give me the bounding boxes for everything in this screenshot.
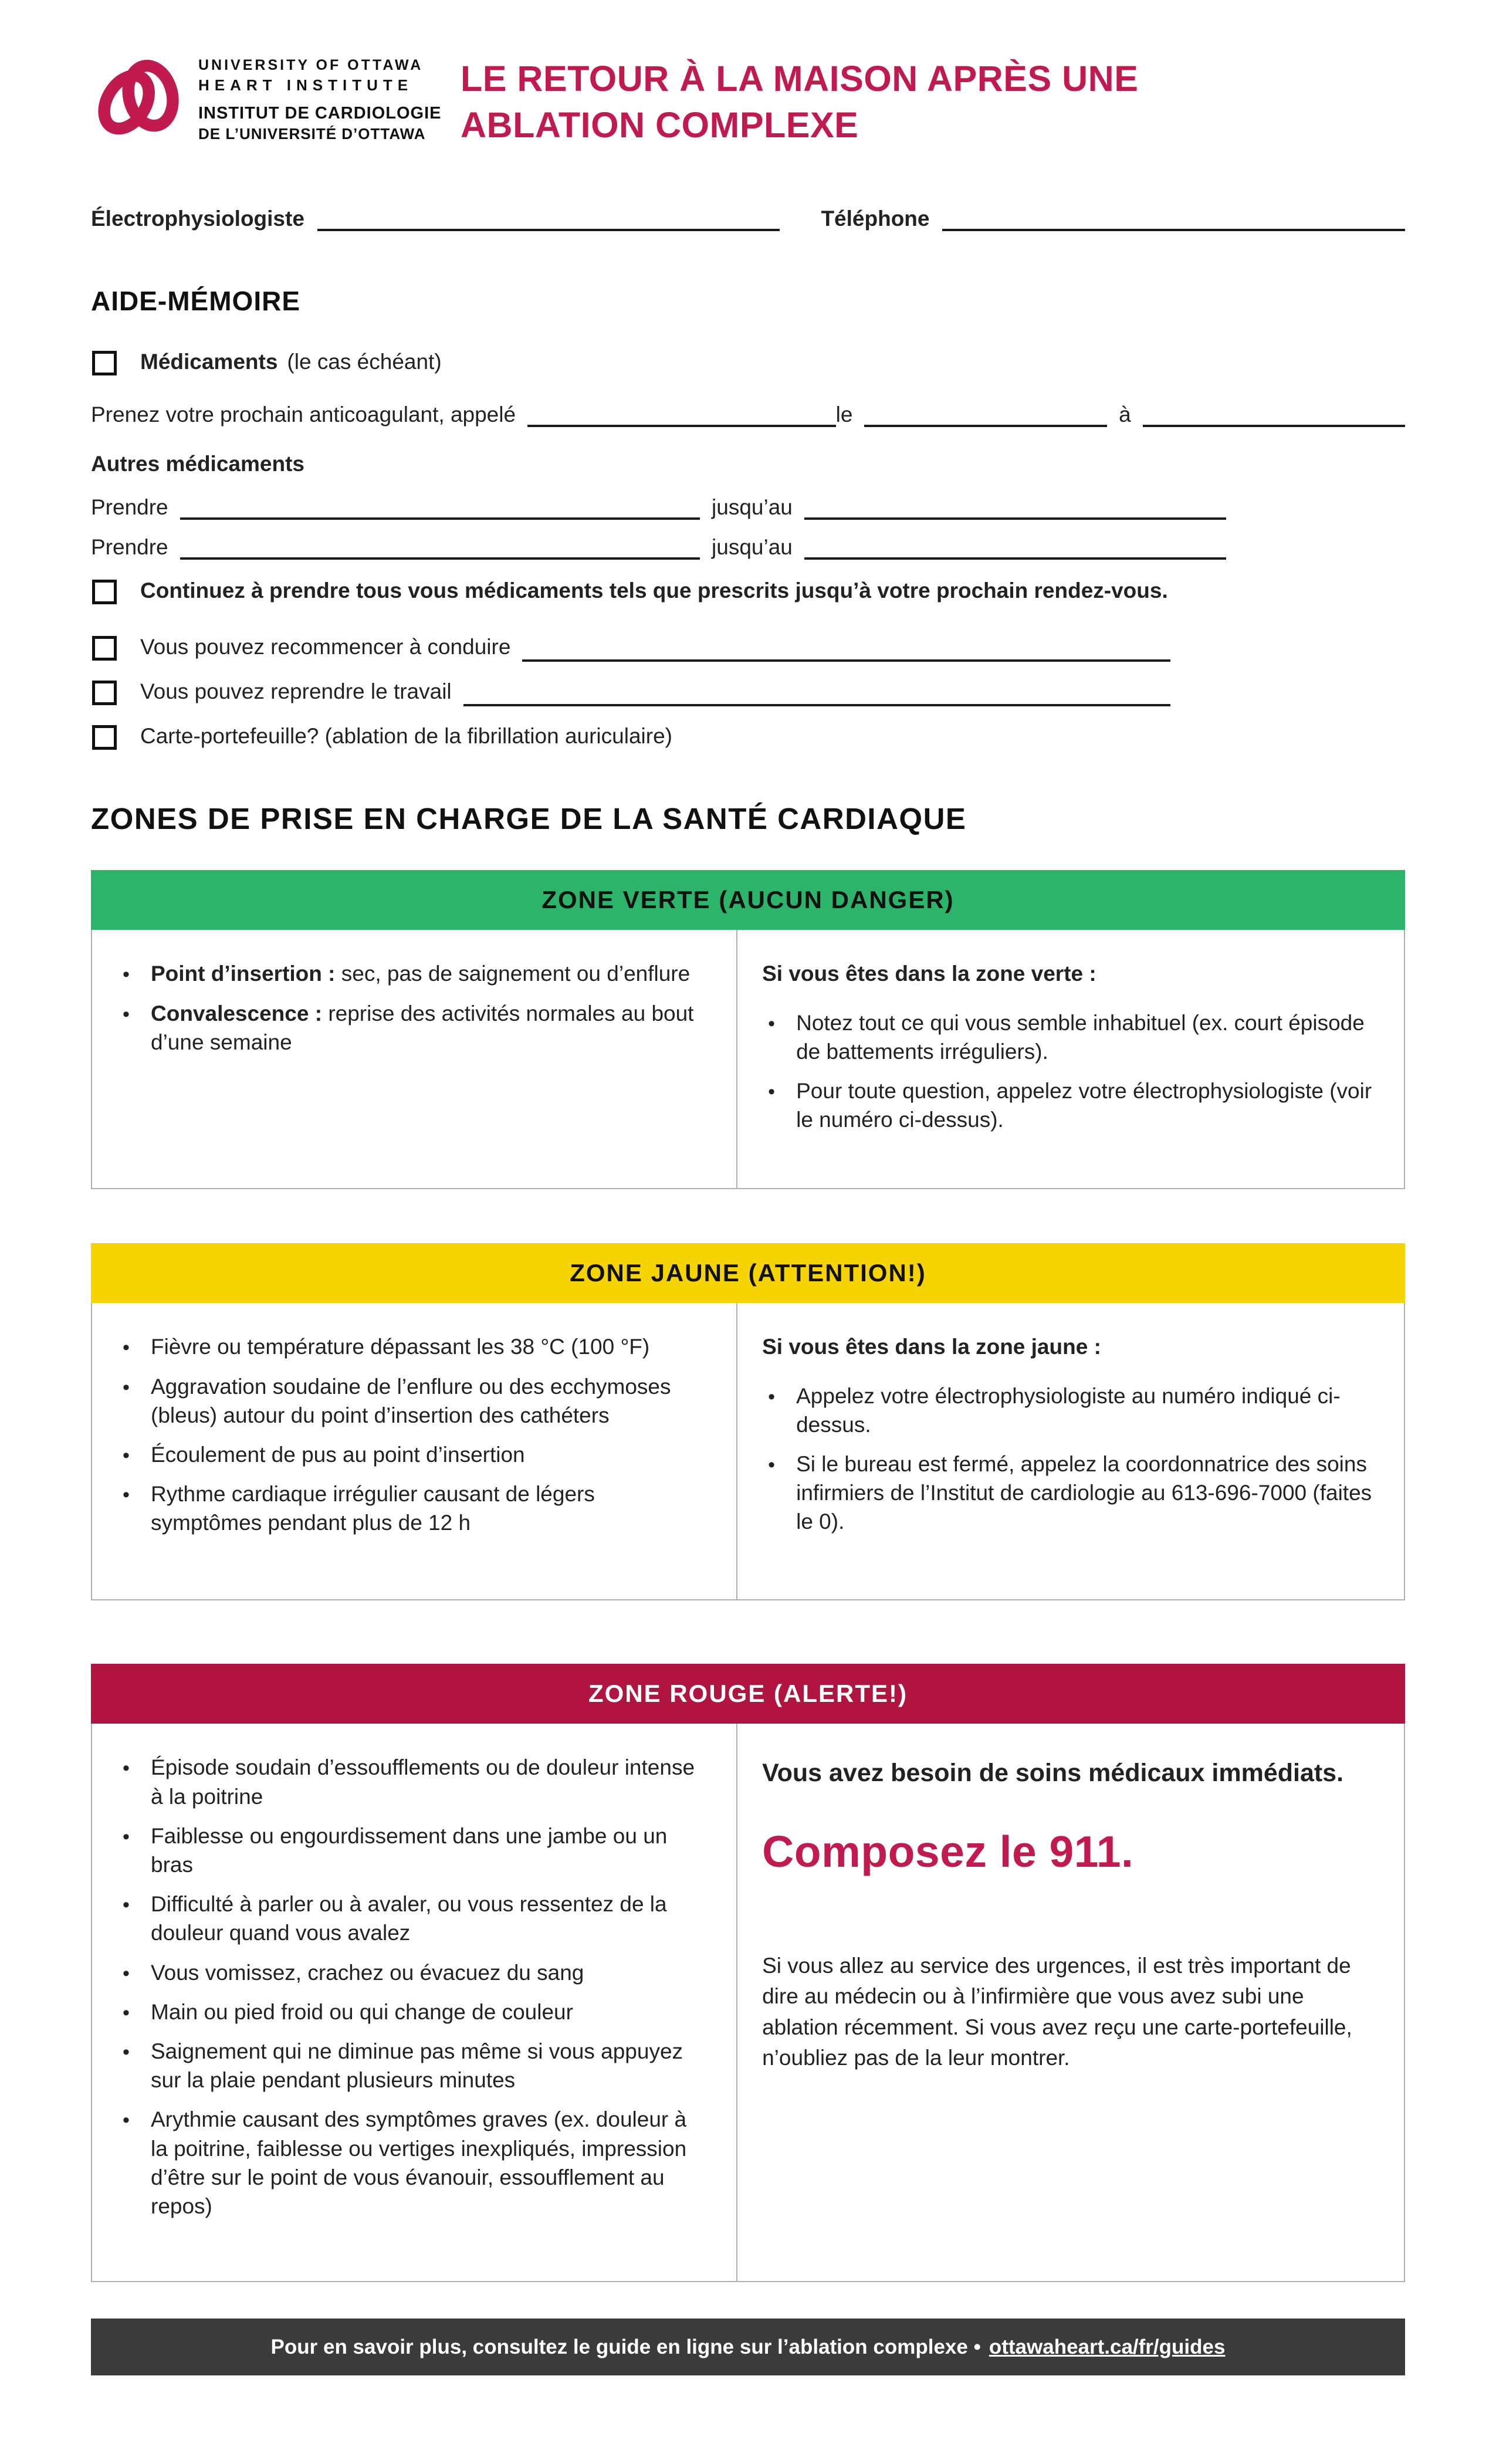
prendre-2-med-blank[interactable] xyxy=(180,532,700,560)
logo-line-fr-1: INSTITUT DE CARDIOLOGIE xyxy=(198,103,442,123)
zone-jaune-header: ZONE JAUNE (ATTENTION!) xyxy=(91,1243,1405,1303)
checklist-item-continuez xyxy=(91,577,1405,604)
bullet-icon xyxy=(117,1753,151,1810)
zone-jaune-instructions-heading: Si vous êtes dans la zone jaune : xyxy=(762,1335,1101,1359)
bullet-icon xyxy=(762,1382,796,1439)
checklist-item-medicaments xyxy=(91,348,1405,375)
list-item xyxy=(117,1998,709,2026)
zone-jaune-body xyxy=(91,1303,1405,1600)
bullet-icon xyxy=(762,1077,796,1134)
jusquau-label: jusqu’au xyxy=(712,495,793,519)
prendre-1-med-blank[interactable] xyxy=(180,492,700,520)
telephone-label: Téléphone xyxy=(821,206,930,231)
bullet-text: Notez tout ce qui vous semble inhabituel (ex. court épisode de battements irréguliers). xyxy=(796,1010,1365,1064)
bullet-icon xyxy=(117,2037,151,2094)
bullet-text: Écoulement de pus au point d’insertion xyxy=(151,1442,525,1467)
logo-line-fr-2: DE L’UNIVERSITÉ D’OTTAWA xyxy=(198,124,426,143)
carte-label: Carte-portefeuille? (ablation de la fibrillation auriculaire) xyxy=(140,724,672,749)
bullet-icon xyxy=(117,1822,151,1879)
heart-logo-icon xyxy=(91,56,188,144)
list-item xyxy=(117,1372,709,1430)
prendre-2-date-blank[interactable] xyxy=(804,532,1226,560)
bullet-text: reprise des activités normales au bout d’une semaine xyxy=(151,1001,694,1054)
list-item xyxy=(117,999,709,1057)
zone-verte-right-column xyxy=(737,930,1404,1188)
bullet-text: Faiblesse ou engourdissement dans une jambe ou un bras xyxy=(151,1823,668,1877)
electrophysiologist-blank[interactable] xyxy=(317,203,780,231)
list-item xyxy=(117,1440,709,1469)
zone-verte-header: ZONE VERTE (AUCUN DANGER) xyxy=(91,870,1405,930)
continuez-label: Continuez à prendre tous vous médicaments tels que prescrits jusqu’à votre prochain rendez-vous. xyxy=(140,578,1168,603)
anticoagulant-name-blank[interactable] xyxy=(527,399,836,427)
contact-fields-row xyxy=(91,203,1405,231)
jusquau-label: jusqu’au xyxy=(712,534,793,559)
zone-jaune xyxy=(91,1243,1405,1600)
travail-date-blank[interactable] xyxy=(463,678,1170,706)
bullet-icon xyxy=(117,1332,151,1361)
bullet-icon xyxy=(762,1008,796,1066)
zone-rouge-header: ZONE ROUGE (ALERTE!) xyxy=(91,1664,1405,1724)
list-item xyxy=(117,1890,709,1947)
bullet-icon xyxy=(117,1440,151,1469)
anticoagulant-time-blank[interactable] xyxy=(1143,399,1405,427)
bullet-text: Appelez votre électrophysiologiste au numéro indiqué ci-dessus. xyxy=(796,1383,1341,1437)
logo-line-en-1: UNIVERSITY OF OTTAWA xyxy=(198,56,424,73)
anticoagulant-a-label: à xyxy=(1119,402,1131,427)
aide-memoire-heading: AIDE-MÉMOIRE xyxy=(91,285,300,316)
page-title-line-2: ABLATION COMPLEXE xyxy=(461,105,859,145)
medicaments-note: (le cas échéant) xyxy=(287,349,442,374)
bullet-text: Arythmie causant des symptômes graves (ex. douleur à la poitrine, faiblesse ou vertiges inexpliqués, impression d’être sur le point de vous évanouir, essoufflement au repos) xyxy=(151,2107,687,2219)
bullet-icon xyxy=(117,1958,151,1987)
carte-checkbox[interactable] xyxy=(92,725,117,750)
list-item xyxy=(117,2037,709,2094)
bullet-text: Saignement qui ne diminue pas même si vous appuyez sur la plaie pendant plusieurs minutes xyxy=(151,2039,683,2093)
bullet-text: Épisode soudain d’essoufflements ou de douleur intense à la poitrine xyxy=(151,1755,695,1809)
zone-rouge-left-column xyxy=(92,1724,737,2281)
bullet-icon xyxy=(762,1450,796,1536)
zone-verte-body xyxy=(91,930,1405,1189)
anticoagulant-row xyxy=(91,399,1405,427)
prendre-label: Prendre xyxy=(91,534,168,559)
travail-label: Vous pouvez reprendre le travail xyxy=(140,679,452,704)
list-item xyxy=(762,1077,1377,1134)
prendre-row-2 xyxy=(91,532,1226,560)
bullet-text: Aggravation soudaine de l’enflure ou des ecchymoses (bleus) autour du point d’insertion des cathéters xyxy=(151,1374,671,1427)
list-item xyxy=(117,1822,709,1879)
masthead xyxy=(91,56,1405,149)
bullet-icon xyxy=(117,1890,151,1947)
bullet-icon xyxy=(117,2105,151,2221)
page-title xyxy=(461,56,1138,149)
anticoagulant-date-blank[interactable] xyxy=(864,399,1107,427)
autres-medicaments-heading: Autres médicaments xyxy=(91,451,304,476)
zone-jaune-right-column xyxy=(737,1303,1404,1599)
logo-wordmark xyxy=(198,57,442,143)
continuez-checkbox[interactable] xyxy=(92,580,117,604)
bullet-text: Vous vomissez, crachez ou évacuez du sang xyxy=(151,1960,584,1985)
list-item xyxy=(762,1008,1377,1066)
list-item xyxy=(117,1480,709,1537)
conduire-label: Vous pouvez recommencer à conduire xyxy=(140,635,511,659)
telephone-blank[interactable] xyxy=(942,203,1405,231)
bullet-icon xyxy=(117,999,151,1057)
electrophysiologist-label: Électrophysiologiste xyxy=(91,206,304,231)
zone-rouge xyxy=(91,1664,1405,2282)
conduire-date-blank[interactable] xyxy=(522,634,1170,662)
list-item xyxy=(117,2105,709,2221)
conduire-checkbox[interactable] xyxy=(92,636,117,661)
footer-bar xyxy=(91,2319,1405,2375)
list-item xyxy=(117,959,709,988)
prendre-label: Prendre xyxy=(91,495,168,519)
list-item xyxy=(117,1958,709,1987)
footer-guides-link[interactable]: ottawaheart.ca/fr/guides xyxy=(989,2335,1226,2358)
checklist-item-carte xyxy=(91,723,1405,750)
zone-verte xyxy=(91,870,1405,1189)
checklist-item-conduire xyxy=(91,634,1170,662)
bullet-icon xyxy=(117,959,151,988)
list-item xyxy=(762,1382,1377,1439)
zone-rouge-right-column xyxy=(737,1724,1404,2281)
bullet-text: sec, pas de saignement ou d’enflure xyxy=(341,962,691,986)
emergency-room-paragraph: Si vous allez au service des urgences, il est très important de dire au médecin ou à l’infirmière que vous avez subi une ablation récemment. Si vous avez reçu une carte-portefeuille, n’oubliez pas de la leur montrer. xyxy=(762,1953,1352,2070)
bullet-icon xyxy=(117,1998,151,2026)
bullet-bold-lead: Point d’insertion : xyxy=(151,962,336,986)
bullet-text: Difficulté à parler ou à avaler, ou vous ressentez de la douleur quand vous avalez xyxy=(151,1892,667,1945)
bullet-text: Si le bureau est fermé, appelez la coordonnatrice des soins infirmiers de l’Institut de cardiologie au 613-696-7000 (faites le 0). xyxy=(796,1451,1372,1534)
bullet-text: Rythme cardiaque irrégulier causant de légers symptômes pendant plus de 12 h xyxy=(151,1482,595,1535)
prendre-row-1 xyxy=(91,492,1226,520)
bullet-bold-lead: Convalescence : xyxy=(151,1001,323,1025)
anticoagulant-prefix: Prenez votre prochain anticoagulant, appelé xyxy=(91,402,516,427)
checklist-item-travail xyxy=(91,678,1170,706)
travail-checkbox[interactable] xyxy=(92,681,117,705)
bullet-icon xyxy=(117,1372,151,1430)
zone-jaune-left-column xyxy=(92,1303,737,1599)
uohi-logo xyxy=(91,56,442,144)
page-title-line-1: LE RETOUR À LA MAISON APRÈS UNE xyxy=(461,59,1139,99)
anticoagulant-le-label: le xyxy=(835,402,853,427)
medicaments-label: Médicaments xyxy=(140,349,278,374)
footer-text: Pour en savoir plus, consultez le guide en ligne sur l’ablation complexe • xyxy=(270,2335,981,2358)
bullet-text: Fièvre ou température dépassant les 38 °C (100 °F) xyxy=(151,1335,650,1359)
list-item xyxy=(762,1450,1377,1536)
zone-verte-instructions-heading: Si vous êtes dans la zone verte : xyxy=(762,962,1096,986)
logo-line-en-2: HEART INSTITUTE xyxy=(198,76,414,94)
zone-rouge-body xyxy=(91,1724,1405,2282)
bullet-icon xyxy=(117,1480,151,1537)
urgent-care-statement: Vous avez besoin de soins médicaux immédiats. xyxy=(762,1759,1344,1788)
list-item xyxy=(117,1332,709,1361)
medicaments-checkbox[interactable] xyxy=(92,351,117,375)
list-item xyxy=(117,1753,709,1810)
zones-heading: ZONES DE PRISE EN CHARGE DE LA SANTÉ CARDIAQUE xyxy=(91,802,967,836)
bullet-text: Pour toute question, appelez votre électrophysiologiste (voir le numéro ci-dessus). xyxy=(796,1078,1372,1132)
prendre-1-date-blank[interactable] xyxy=(804,492,1226,520)
zone-verte-left-column xyxy=(92,930,737,1188)
bullet-text: Main ou pied froid ou qui change de couleur xyxy=(151,1999,573,2024)
call-911-statement: Composez le 911. xyxy=(762,1827,1134,1877)
